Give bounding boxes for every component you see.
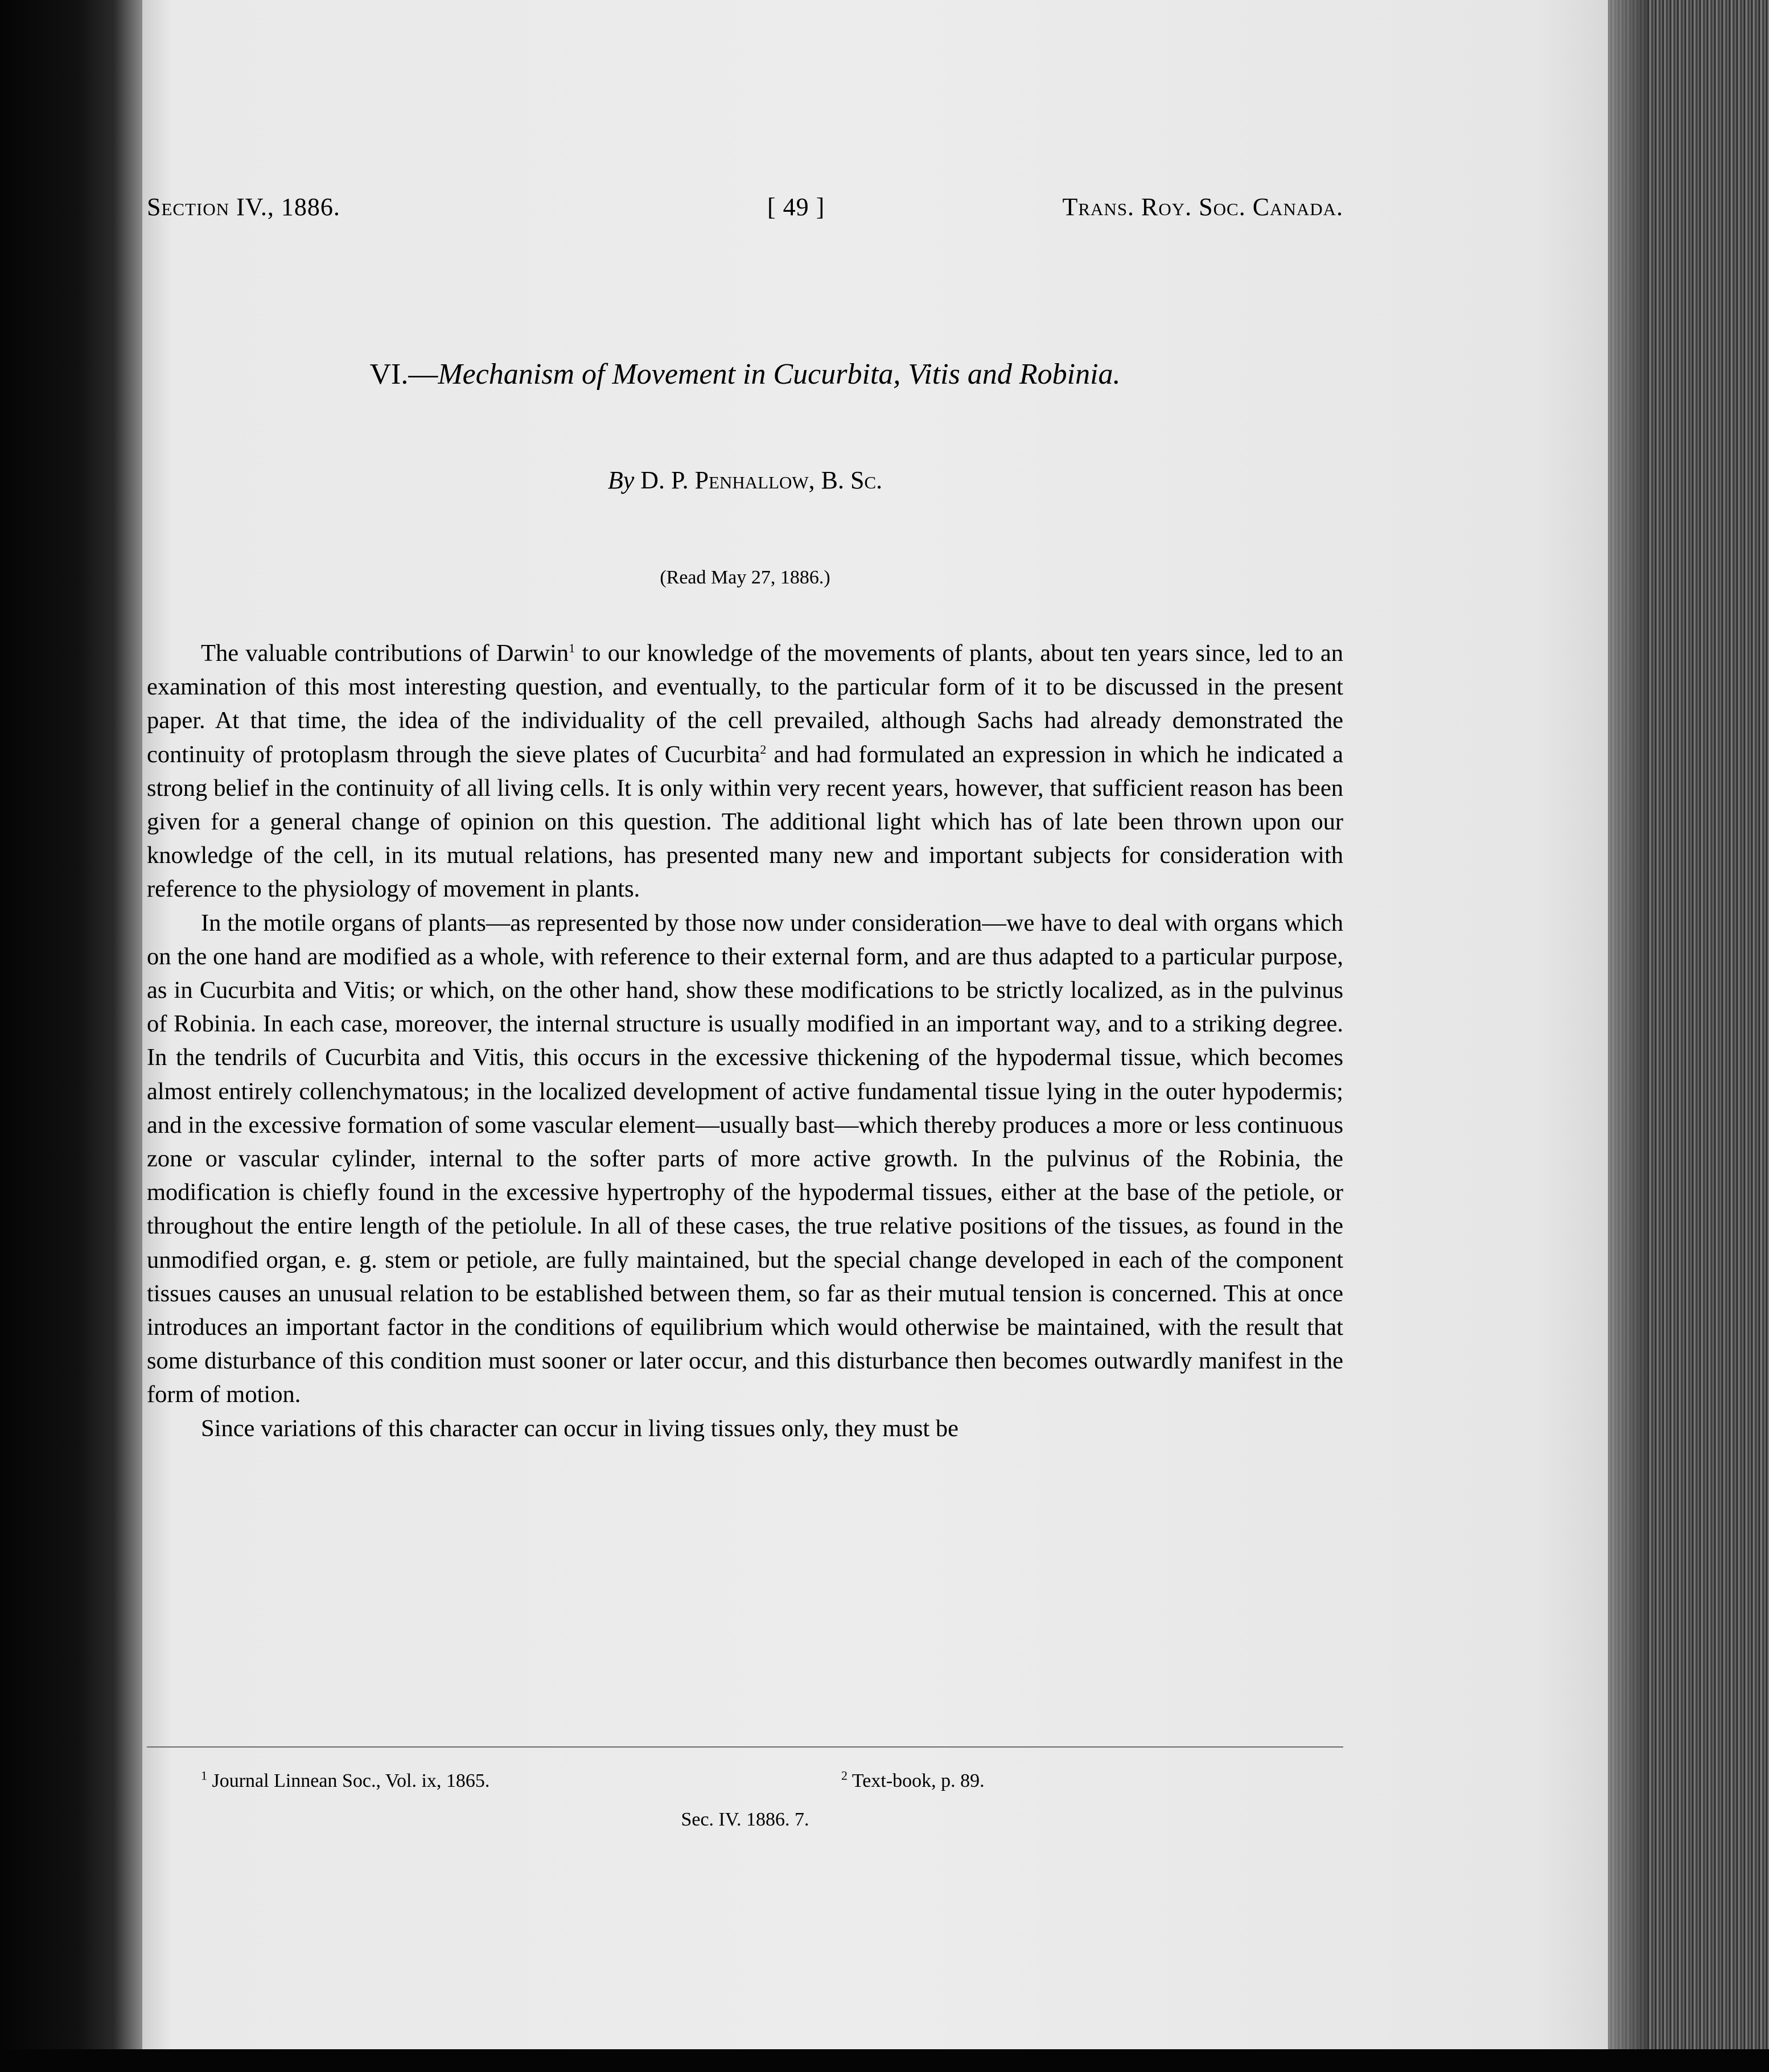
article-title	[147, 357, 1343, 391]
author-name: D. P. Penhallow, B. Sc.	[640, 466, 883, 494]
read-date: (Read May 27, 1886.)	[660, 567, 830, 588]
book-spine-shadow	[0, 0, 142, 2072]
article-body	[147, 636, 1343, 1445]
footnote-ref-2: 2	[760, 742, 767, 757]
footnote-1-mark: 1	[201, 1768, 207, 1783]
page-number: [ 49 ]	[767, 193, 825, 221]
article-title-text: Mechanism of Movement in Cucurbita, Vitis and Robinia.	[438, 358, 1121, 390]
footnotes	[147, 1770, 1343, 1799]
footnote-ref-1: 1	[569, 640, 575, 655]
author-by: By	[607, 466, 635, 494]
author-line	[147, 466, 1343, 495]
footnote-divider	[147, 1746, 1343, 1748]
page-stack-shadow	[1608, 0, 1648, 2072]
paragraph-1	[147, 636, 1343, 906]
footnote-1	[201, 1770, 489, 1792]
signature-mark: Sec. IV. 1886. 7.	[681, 1809, 809, 1830]
paragraph-1-text-c: and had formulated an expression in which he indicated a strong belief in the continuity of all living cells. It is only within very recent years, however, that sufficient reason has been given for a general change of opinion on this question. The additional light which has of late been thrown upon our knowledge of the cell, in its mutual relations, has presented many new and important subjects for consideration with reference to the physiology of movement in plants.	[147, 741, 1344, 903]
article-number: VI.—	[369, 358, 438, 390]
paragraph-3: Since variations of this character can occur in living tissues only, they must be	[201, 1415, 958, 1442]
running-head-journal: Trans. Roy. Soc. Canada.	[1062, 193, 1343, 221]
footnote-1-text: Journal Linnean Soc., Vol. ix, 1865.	[207, 1770, 490, 1791]
footnote-2-text: Text-book, p. 89.	[848, 1770, 985, 1791]
footnote-2-mark: 2	[841, 1768, 848, 1783]
paragraph-1-text-a: The valuable contributions of Darwin	[201, 640, 569, 667]
footnote-2	[841, 1770, 985, 1792]
running-head	[147, 192, 1343, 227]
bottom-shadow	[0, 2049, 1769, 2072]
running-head-section: Section IV., 1886.	[147, 193, 340, 221]
paragraph-1-text-b: to our knowledge of the movements of plants, about ten years since, led to an examination of this most interesting question, and eventually, to the particular form of it to be discussed in the present paper. At that time, the idea of the individuality of the cell prevailed, although Sachs had already demonstrated the continuity of protoplasm through the sieve plates of Cucurbita	[147, 640, 1343, 768]
paragraph-2: In the motile organs of plants—as represented by those now under consideration—we have to deal with organs which on the one hand are modified as a whole, with reference to their external form, and are thus adapted to a particular purpose, as in Cucurbita and Vitis; or which, on the other hand, show these modifications to be strictly localized, as in the pulvinus of Robinia. In each case, moreover, the internal structure is usually modified in an important way, and to a striking degree. In the tendrils of Cucurbita and Vitis, this occurs in the excessive thickening of the hypodermal tissue, which becomes almost entirely collenchymatous; in the localized development of active fundamental tissue lying in the outer hypodermis; and in the excessive formation of some vascular element—usually bast—which thereby produces a more or less continuous zone or vascular cylinder, internal to the softer parts of more active growth. In the pulvinus of the Robinia, the modification is chiefly found in the excessive hypertrophy of the hypodermal tissues, either at the base of the petiole, or throughout the entire length of the petiolule. In all of these cases, the true relative positions of the tissues, as found in the unmodified organ, e. g. stem or petiole, are fully maintained, but the special change developed in each of the component tissues causes an unusual relation to be established between them, so far as their mutual tension is concerned. This at once introduces an important factor in the conditions of equilibrium which would otherwise be maintained, with the result that some disturbance of this condition must sooner or later occur, and this disturbance then becomes outwardly manifest in the form of motion.	[147, 909, 1343, 1408]
